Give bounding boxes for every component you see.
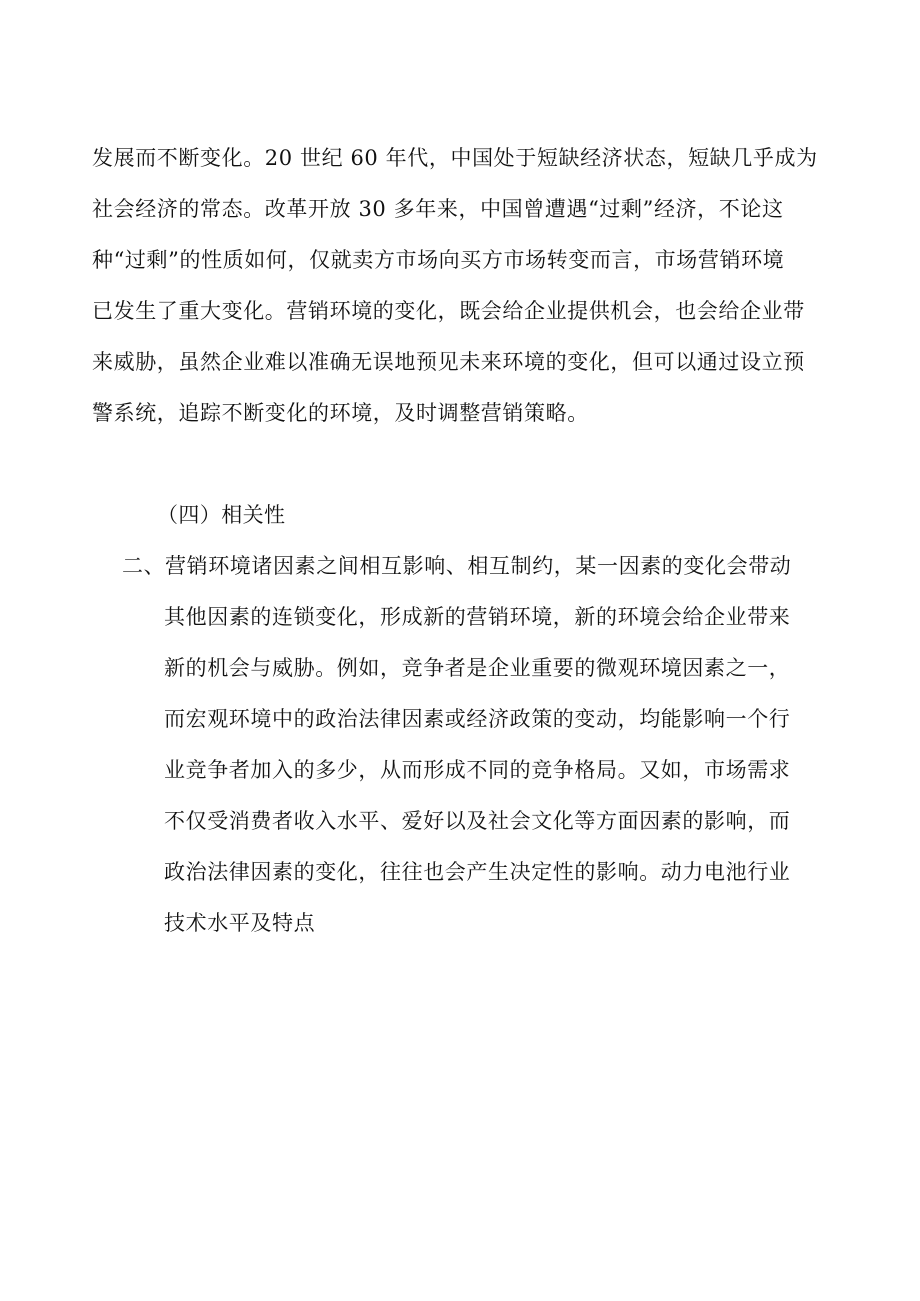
paragraph-line: 社会经济的常态。改革开放 30 多年来，中国曾遭遇“过剩”经济，不论这 [92, 197, 784, 221]
list-item-line: 营销环境诸因素之间相互影响、相互制约，某一因素的变化会带动 [165, 554, 792, 578]
paragraph-line: 种“过剩”的性质如何，仅就卖方市场向买方市场转变而言，市场营销环境 [92, 248, 785, 272]
paragraph-line: 来威胁，虽然企业难以准确无误地预见未来环境的变化，但可以通过设立预 [92, 350, 805, 374]
list-item-line: 技术水平及特点 [164, 911, 316, 935]
section-heading: （四）相关性 [157, 503, 286, 527]
list-item-line: 新的机会与威胁。例如，竞争者是企业重要的微观环境因素之一， [164, 656, 791, 680]
paragraph-line: 已发生了重大变化。营销环境的变化，既会给企业提供机会，也会给企业带 [92, 299, 805, 323]
list-marker: 二、 [122, 554, 166, 578]
list-item-line: 业竞争者加入的多少，从而形成不同的竞争格局。又如，市场需求 [164, 758, 791, 782]
paragraph-line: 警系统，追踪不断变化的环境，及时调整营销策略。 [92, 401, 589, 425]
list-item-line: 而宏观环境中的政治法律因素或经济政策的变动，均能影响一个行 [164, 707, 791, 731]
list-item-line: 政治法律因素的变化，往往也会产生决定性的影响。动力电池行业 [164, 860, 791, 884]
list-item-line: 其他因素的连锁变化，形成新的营销环境，新的环境会给企业带来 [164, 605, 791, 629]
list-item-line: 不仅受消费者收入水平、爱好以及社会文化等方面因素的影响，而 [164, 809, 791, 833]
paragraph-line: 发展而不断变化。20 世纪 60 年代，中国处于短缺经济状态，短缺几乎成为 [92, 146, 818, 170]
